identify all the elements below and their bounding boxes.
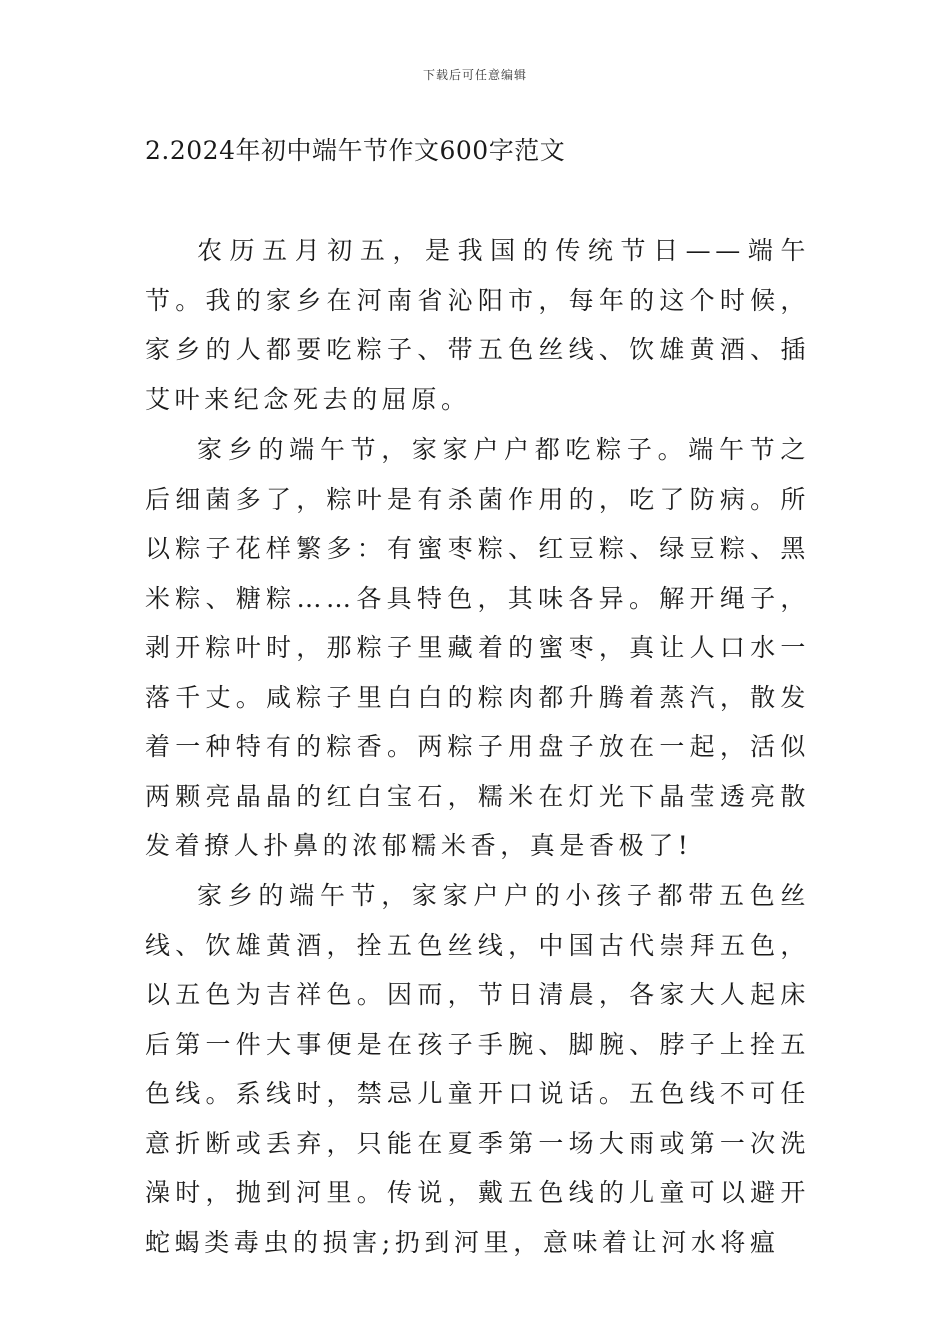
paragraph-3: 家乡的端午节，家家户户的小孩子都带五色丝线、饮雄黄酒，拴五色丝线，中国古代崇拜五色，以五色为吉祥色。因而，节日清晨，各家大人起床后第一件大事便是在孩子手腕、脚腕、脖子上拴五色线。系线时，禁忌儿童开口说话。五色线不可任意折断或丢弃，只能在夏季第一场大雨或第一次洗澡时，抛到河里。传说，戴五色线的儿童可以避开蛇蝎类毒虫的损害;扔到河里，意味着让河水将瘟 xyxy=(145,881,810,1257)
paragraph-1: 农历五月初五，是我国的传统节日——端午节。我的家乡在河南省沁阳市，每年的这个时候，家乡的人都要吃粽子、带五色丝线、饮雄黄酒、插艾叶来纪念死去的屈原。 xyxy=(145,236,810,414)
paragraph-2: 家乡的端午节，家家户户都吃粽子。端午节之后细菌多了，粽叶是有杀菌作用的，吃了防病。所以粽子花样繁多：有蜜枣粽、红豆粽、绿豆粽、黑米粽、糖粽……各具特色，其味各异。解开绳子，剥开粽叶时，那粽子里藏着的蜜枣，真让人口水一落千丈。咸粽子里白白的粽肉都升腾着蒸汽，散发着一种特有的粽香。两粽子用盘子放在一起，活似两颗亮晶晶的红白宝石，糯米在灯光下晶莹透亮散发着撩人扑鼻的浓郁糯米香，真是香极了! xyxy=(145,435,810,860)
document-title: 2.2024年初中端午节作文600字范文 xyxy=(145,136,566,165)
header-note: 下载后可任意编辑 xyxy=(422,68,527,82)
